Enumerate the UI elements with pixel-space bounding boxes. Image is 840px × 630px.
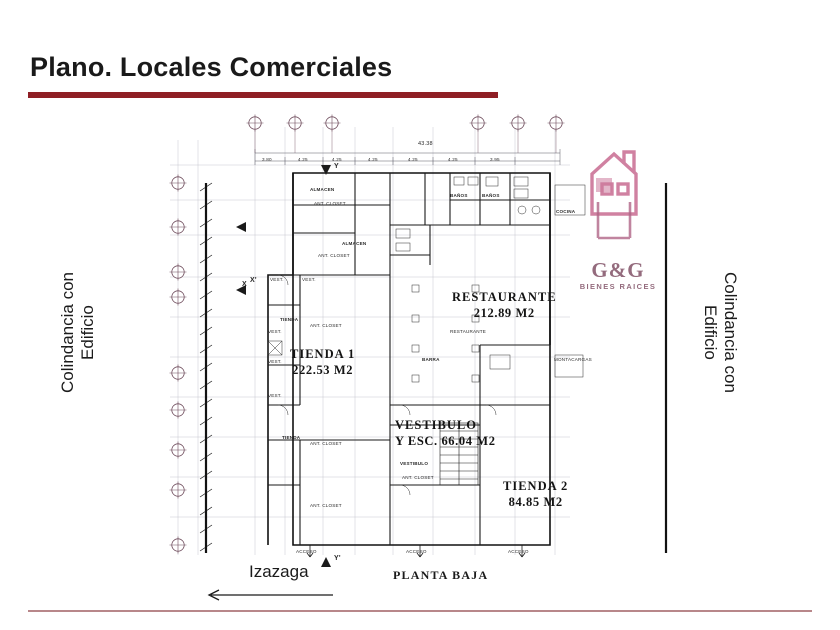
dimension-segment-5: 4.25 <box>408 157 418 162</box>
annotation-closet-6: ANT. CLOSET <box>310 503 342 508</box>
annotation-vest-5: VEST. <box>268 393 282 398</box>
annotation-closet-2: ANT. CLOSET <box>318 253 350 258</box>
annotation-almacen-1: ALMACEN <box>310 187 335 192</box>
annotation-acceso-3: ACCESO <box>508 549 529 554</box>
dimension-segment-1: 3.80 <box>262 157 272 162</box>
logo-brand-subtitle: BIENES RAICES <box>579 282 657 291</box>
right-boundary-line1: Colindancia con <box>721 272 741 393</box>
company-logo <box>568 140 668 305</box>
dimension-segment-3: 4.25 <box>332 157 342 162</box>
axis-label-y: Y <box>334 163 339 170</box>
bottom-rule <box>28 610 812 612</box>
dimension-segment-7: 3.95 <box>490 157 500 162</box>
room-area: 222.53 M2 <box>292 362 354 377</box>
annotation-vest-2: VEST. <box>302 277 316 282</box>
room-area: 84.85 M2 <box>508 494 563 509</box>
axis-label-y-prime: Y' <box>334 555 341 562</box>
title-underline-rule <box>28 92 498 98</box>
room-area: 212.89 M2 <box>473 305 535 320</box>
dimension-segment-4: 4.25 <box>368 157 378 162</box>
annotation-almacen-2: ALMACEN <box>342 241 367 246</box>
annotation-barra: BARRA <box>422 357 440 362</box>
room-label-tienda-2 <box>503 479 568 510</box>
dimension-segment-6: 4.25 <box>448 157 458 162</box>
axis-label-x: X <box>242 281 247 288</box>
annotation-vest-1: VEST. <box>270 277 284 282</box>
annotation-closet-3: ANT. CLOSET <box>310 323 342 328</box>
room-label-restaurante <box>452 290 557 321</box>
annotation-vest-4: VEST. <box>268 359 282 364</box>
annotation-closet-1: ANT. CLOSET <box>314 201 346 206</box>
annotation-banos-1: BAÑOS <box>450 193 468 198</box>
axis-label-x-prime: X' <box>250 277 257 284</box>
room-label-tienda-1 <box>290 347 355 378</box>
annotation-closet-4: ANT. CLOSET <box>310 441 342 446</box>
annotation-restaurante-small: RESTAURANTE <box>450 329 487 334</box>
dimension-segment-2: 4.25 <box>298 157 308 162</box>
page-title: Plano. Locales Comerciales <box>30 52 393 82</box>
annotation-vestibulo-small: VESTIBULO <box>400 461 429 466</box>
annotation-tienda-a: TIENDA <box>280 317 299 322</box>
plan-caption: PLANTA BAJA <box>393 568 489 582</box>
right-boundary-line2: Edificio <box>701 305 721 360</box>
room-area: Y ESC. 66.04 M2 <box>395 433 496 448</box>
room-name: TIENDA 2 <box>503 479 569 493</box>
room-name: RESTAURANTE <box>452 290 557 304</box>
annotation-cocina: COCINA <box>556 209 576 214</box>
right-boundary-label <box>700 272 740 393</box>
room-label-vestibulo <box>395 418 496 449</box>
left-boundary-line1: Colindancia con <box>58 272 77 393</box>
annotation-acceso-1: ACCESO <box>296 549 317 554</box>
left-boundary-line2: Edificio <box>78 305 98 360</box>
annotation-banos-2: BAÑOS <box>482 193 500 198</box>
house-icon <box>568 140 668 252</box>
annotation-closet-5: ANT. CLOSET <box>402 475 434 480</box>
annotation-acceso-2: ACCESO <box>406 549 427 554</box>
room-name: VESTIBULO <box>395 418 477 432</box>
annotation-vest-3: VEST. <box>268 329 282 334</box>
logo-brand-name: G&G <box>591 258 645 282</box>
room-name: TIENDA 1 <box>290 347 356 361</box>
dimension-total-label: 43.38 <box>418 141 433 147</box>
left-boundary-label <box>58 272 98 393</box>
street-direction-arrow <box>205 588 335 600</box>
annotation-montacargas: MONTACARGAS <box>554 357 592 362</box>
street-label-izazaga: Izazaga <box>249 562 309 581</box>
annotation-tienda-b: TIENDA <box>282 435 301 440</box>
